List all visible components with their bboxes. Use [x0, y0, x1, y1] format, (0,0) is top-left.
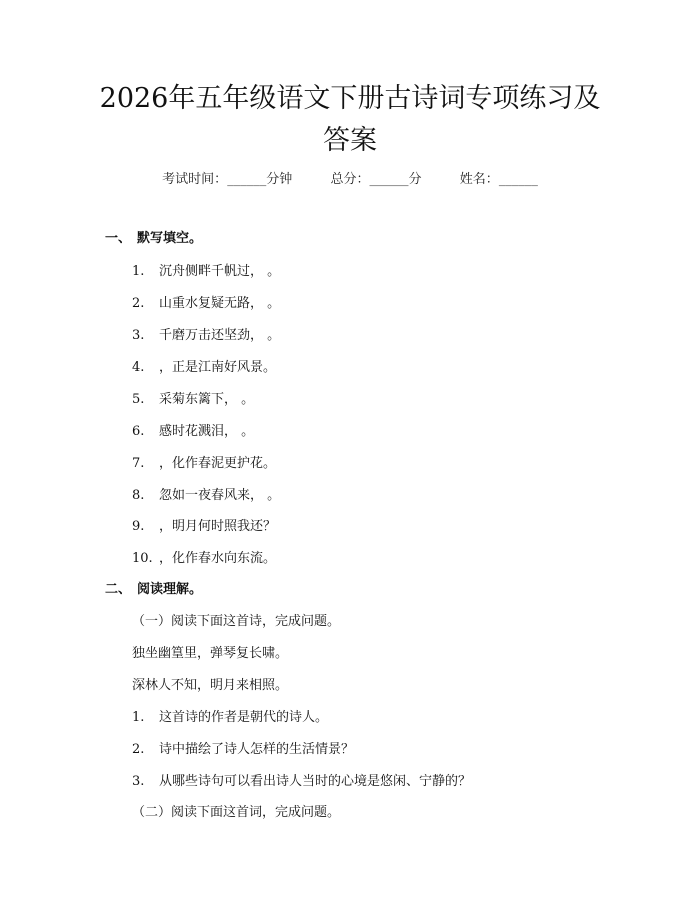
item-number: 10.: [132, 551, 153, 566]
list-item: [132, 263, 280, 281]
item-text: 沉舟侧畔千帆过， 。: [159, 264, 281, 279]
document-title: 2026年五年级语文下册古诗词专项练习及答案: [99, 83, 601, 156]
item-number: 7.: [132, 456, 145, 471]
exam-meta: [0, 168, 700, 187]
item-text: ，化作春水向东流。: [159, 551, 277, 566]
item-text: 采菊东篱下， 。: [159, 392, 255, 407]
time-blank: ______: [227, 172, 267, 187]
item-text: 忽如一夜春风来， 。: [159, 488, 281, 503]
item-text: 山重水复疑无路， 。: [159, 296, 281, 311]
item-number: 6.: [132, 424, 145, 439]
poem-line: 独坐幽篁里，弹琴复长啸。: [132, 646, 289, 661]
item-number: 2.: [132, 296, 145, 311]
list-item: [132, 295, 280, 313]
section-title: 默写填空。: [137, 231, 203, 246]
poem-line: 深林人不知，明月来相照。: [132, 678, 289, 693]
list-item: [132, 518, 276, 536]
section-title: 阅读理解。: [137, 582, 203, 597]
item-number: 4.: [132, 360, 145, 375]
item-number: 1.: [132, 264, 145, 279]
item-number: 5.: [132, 392, 145, 407]
question-number: 2.: [132, 742, 145, 757]
score-blank: ______: [369, 172, 409, 187]
question-text: 这首诗的作者是朝代的诗人。: [159, 710, 329, 725]
time-label: 考试时间：: [162, 172, 228, 187]
item-text: ，明月何时照我还？: [159, 519, 277, 534]
name-blank: ______: [498, 172, 538, 187]
question-item: [132, 773, 471, 791]
passage-intro: （二）阅读下面这首词，完成问题。: [132, 805, 341, 820]
item-text: 感时花溅泪， 。: [159, 424, 255, 439]
name-label: 姓名：: [459, 172, 499, 187]
question-text: 从哪些诗句可以看出诗人当时的心境是悠闲、宁静的？: [159, 774, 472, 789]
list-item: [132, 391, 254, 409]
item-text: ，化作春泥更护花。: [159, 456, 277, 471]
score-label: 总分：: [330, 172, 370, 187]
list-item: [132, 455, 276, 473]
question-text: 诗中描绘了诗人怎样的生活情景？: [159, 742, 355, 757]
section-number: 二、: [105, 582, 132, 597]
question-number: 1.: [132, 710, 145, 725]
item-text: 千磨万击还坚劲， 。: [159, 328, 281, 343]
passage-intro: （一）阅读下面这首诗，完成问题。: [132, 614, 341, 629]
list-item: [132, 327, 280, 345]
section-heading: [105, 581, 202, 599]
question-number: 3.: [132, 774, 145, 789]
item-number: 8.: [132, 488, 145, 503]
question-item: [132, 741, 354, 759]
list-item: [132, 423, 254, 441]
score-unit: 分: [408, 172, 422, 187]
section-number: 一、: [105, 231, 132, 246]
item-number: 3.: [132, 328, 145, 343]
list-item: [132, 550, 276, 568]
item-text: ，正是江南好风景。: [159, 360, 277, 375]
question-item: [132, 709, 328, 727]
section-heading: [105, 230, 202, 248]
list-item: [132, 359, 276, 377]
item-number: 9.: [132, 519, 145, 534]
time-unit: 分钟: [266, 172, 293, 187]
list-item: [132, 487, 280, 505]
